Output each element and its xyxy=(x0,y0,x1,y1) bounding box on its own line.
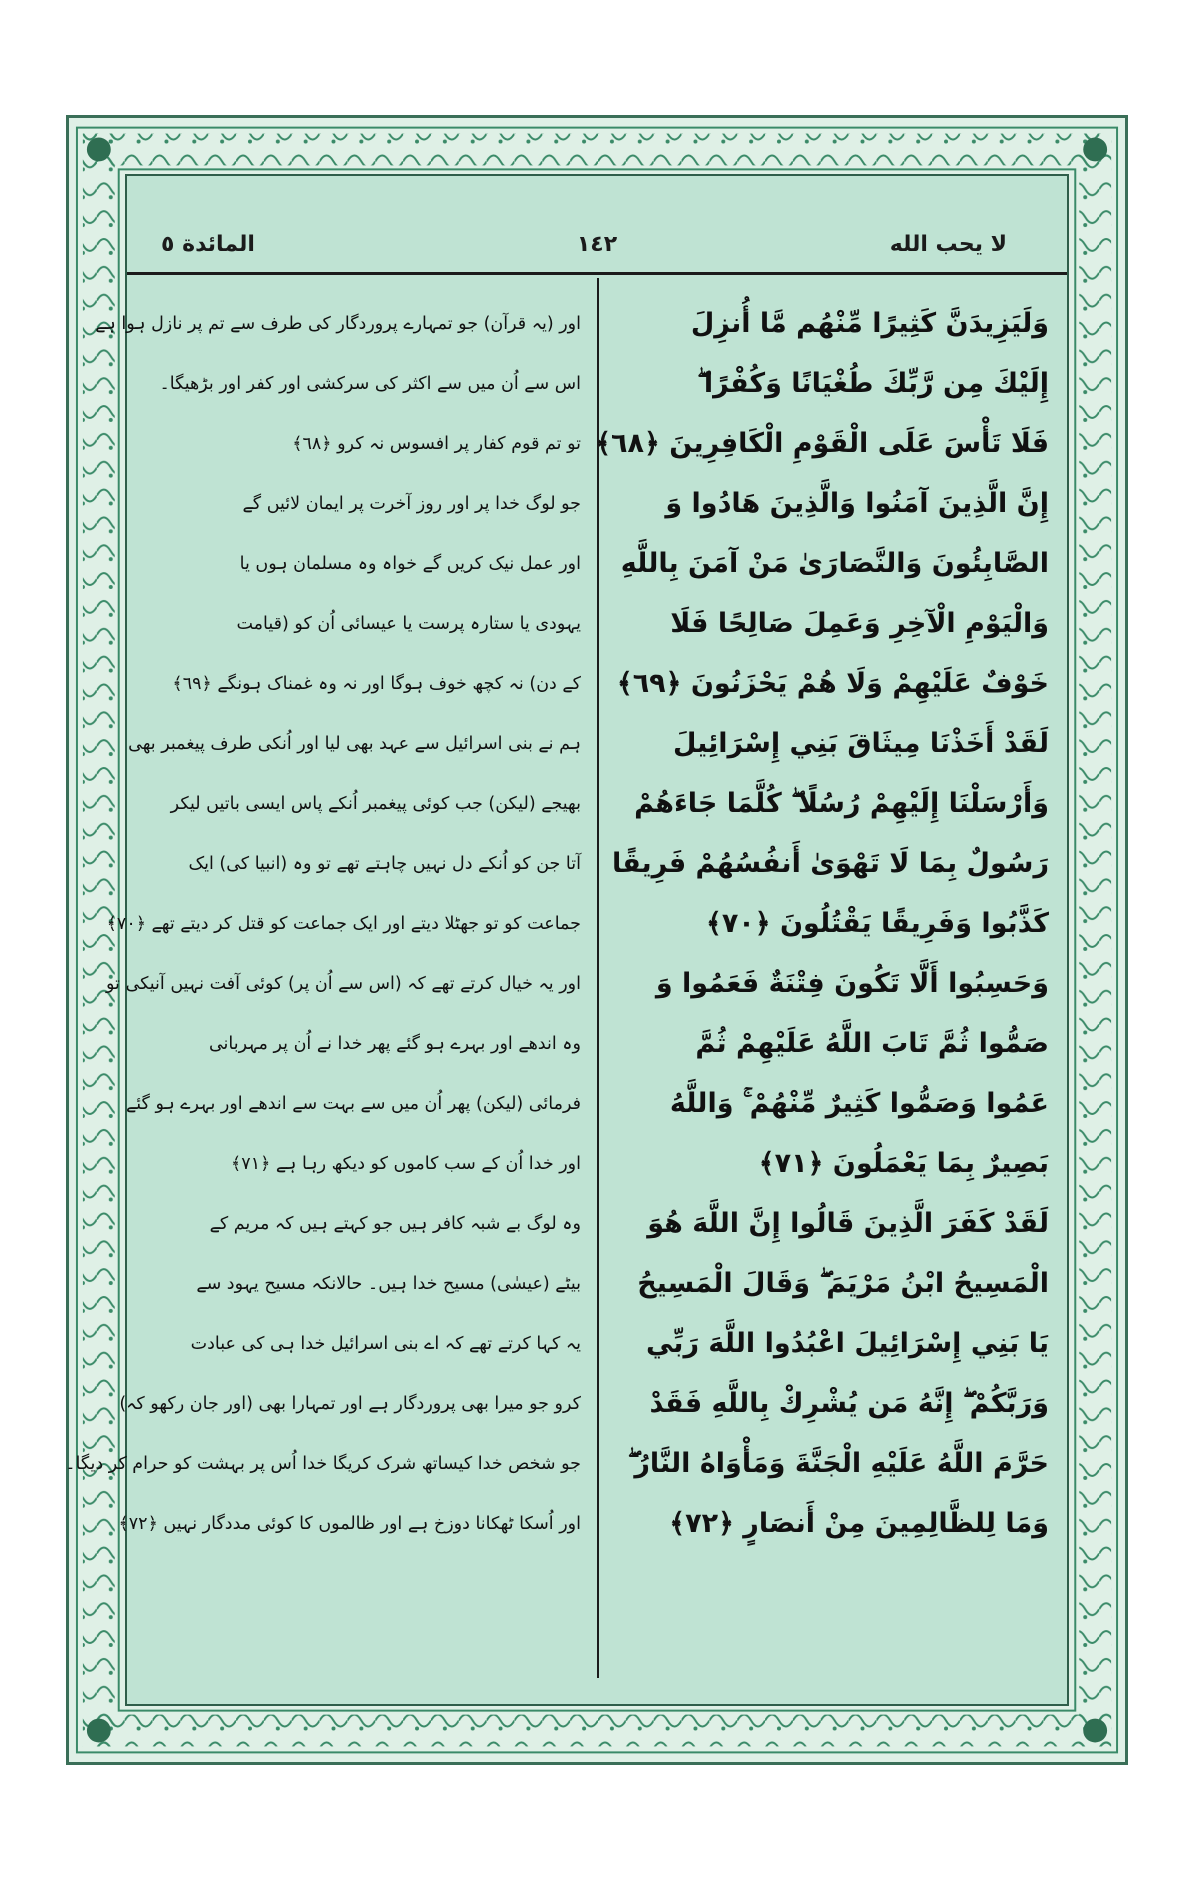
urdu-line: اور عمل نیک کریں گے خواہ وہ مسلمان ہوں یا xyxy=(239,554,581,574)
urdu-line: اور یہ خیال کرتے تھے کہ (اس سے اُن پر) کوئی آفت نہیں آنیکی تو xyxy=(106,974,581,994)
urdu-line: یہ کہا کرتے تھے کہ اے بنی اسرائیل خدا ہی کی عبادت xyxy=(190,1334,581,1354)
urdu-translation-column xyxy=(65,294,581,1554)
arabic-line: رَسُولٌ بِمَا لَا تَهْوَىٰ أَنفُسُهُمْ فَرِيقًا xyxy=(611,848,1049,879)
arabic-line: وَأَرْسَلْنَا إِلَيْهِمْ رُسُلًا ۖ كُلَّمَا جَاءَهُمْ xyxy=(634,788,1049,819)
urdu-line: جماعت کو تو جھٹلا دیتے اور ایک جماعت کو قتل کر دیتے تھے ﴿٧٠﴾ xyxy=(106,914,581,934)
arabic-line: خَوْفٌ عَلَيْهِمْ وَلَا هُمْ يَحْزَنُونَ ﴿٦٩﴾ xyxy=(616,668,1049,699)
urdu-line: بیٹے (عیسٰی) مسیح خدا ہیں۔ حالانکہ مسیح یہود سے xyxy=(196,1274,581,1294)
urdu-line: جو لوگ خدا پر اور روز آخرت پر ایمان لائیں گے xyxy=(242,494,581,514)
arabic-line: عَمُوا وَصَمُّوا كَثِيرٌ مِّنْهُمْ ۚ وَاللَّهُ xyxy=(669,1088,1049,1119)
urdu-line: اور (یہ قرآن) جو تمہارے پروردگار کی طرف سے تم پر نازل ہوا ہے xyxy=(95,314,581,334)
arabic-line: وَلَيَزِيدَنَّ كَثِيرًا مِّنْهُم مَّا أُنزِلَ xyxy=(690,308,1049,339)
arabic-line: الصَّابِئُونَ وَالنَّصَارَىٰ مَنْ آمَنَ بِاللَّهِ xyxy=(620,548,1049,579)
page-number: ١٤٢ xyxy=(576,232,618,257)
header-surah-title: المائدة ٥ xyxy=(161,232,255,257)
arabic-line: وَرَبَّكُمْ ۖ إِنَّهُ مَن يُشْرِكْ بِاللَّهِ فَقَدْ xyxy=(649,1388,1049,1419)
arabic-line: حَرَّمَ اللَّهُ عَلَيْهِ الْجَنَّةَ وَمَأْوَاهُ النَّارُ ۖ xyxy=(627,1448,1049,1479)
arabic-line: لَقَدْ كَفَرَ الَّذِينَ قَالُوا إِنَّ اللَّهَ هُوَ xyxy=(647,1208,1049,1239)
arabic-line: وَالْيَوْمِ الْآخِرِ وَعَمِلَ صَالِحًا فَلَا xyxy=(670,608,1049,639)
page-header xyxy=(127,228,1067,275)
urdu-line: فرمائی (لیکن) پھر اُن میں سے بہت سے اندھے اور بہرے ہو گئے xyxy=(126,1094,581,1114)
arabic-line: بَصِيرٌ بِمَا يَعْمَلُونَ ﴿٧١﴾ xyxy=(758,1148,1049,1179)
page-frame xyxy=(66,115,1128,1765)
arabic-line: يَا بَنِي إِسْرَائِيلَ اعْبُدُوا اللَّهَ رَبِّي xyxy=(645,1328,1049,1359)
arabic-line: إِنَّ الَّذِينَ آمَنُوا وَالَّذِينَ هَادُوا وَ xyxy=(665,488,1049,519)
urdu-line: ہم نے بنی اسرائیل سے عہد بھی لیا اور اُنکی طرف پیغمبر بھی xyxy=(128,734,581,754)
urdu-line: یہودی یا ستارہ پرست یا عیسائی اُن کو (قیامت xyxy=(236,614,581,634)
arabic-line: صَمُّوا ثُمَّ تَابَ اللَّهُ عَلَيْهِمْ ثُمَّ xyxy=(695,1028,1049,1059)
urdu-line: کرو جو میرا بھی پروردگار ہے اور تمہارا بھی (اور جان رکھو کہ) xyxy=(119,1394,581,1414)
urdu-line: بھیجے (لیکن) جب کوئی پیغمبر اُنکے پاس ایسی باتیں لیکر xyxy=(170,794,581,814)
arabic-line: فَلَا تَأْسَ عَلَى الْقَوْمِ الْكَافِرِينَ ﴿٦٨﴾ xyxy=(595,428,1049,459)
arabic-line: إِلَيْكَ مِن رَّبِّكَ طُغْيَانًا وَكُفْرًا ۖ xyxy=(697,368,1049,399)
urdu-line: آتا جن کو اُنکے دل نہیں چاہتے تھے تو وہ (انبیا کی) ایک xyxy=(188,854,581,874)
urdu-line: جو شخص خدا کیساتھ شرک کریگا خدا اُس پر بہشت کو حرام کر دیگا۔ xyxy=(65,1454,581,1474)
column-divider xyxy=(597,278,599,1678)
urdu-line: وہ لوگ بے شبہ کافر ہیں جو کہتے ہیں کہ مریم کے xyxy=(209,1214,581,1234)
arabic-line: لَقَدْ أَخَذْنَا مِيثَاقَ بَنِي إِسْرَائِيلَ xyxy=(673,728,1049,759)
arabic-line: وَحَسِبُوا أَلَّا تَكُونَ فِتْنَةٌ فَعَمُوا وَ xyxy=(655,968,1049,999)
urdu-line: اس سے اُن میں سے اکثر کی سرکشی اور کفر اور بڑھیگا۔ xyxy=(159,374,581,394)
arabic-line: الْمَسِيحُ ابْنُ مَرْيَمَ ۖ وَقَالَ الْمَسِيحُ xyxy=(637,1268,1049,1299)
urdu-line: تو تم قوم کفار پر افسوس نہ کرو ﴿٦٨﴾ xyxy=(292,434,581,454)
urdu-line: اور اُسکا ٹھکانا دوزخ ہے اور ظالموں کا کوئی مددگار نہیں ﴿٧٢﴾ xyxy=(118,1514,581,1534)
urdu-line: اور خدا اُن کے سب کاموں کو دیکھ رہا ہے ﴿٧١﴾ xyxy=(231,1154,581,1174)
arabic-line: وَمَا لِلظَّالِمِينَ مِنْ أَنصَارٍ ﴿٧٢﴾ xyxy=(669,1508,1049,1539)
text-panel xyxy=(65,174,1069,1706)
urdu-line: کے دن) نہ کچھ خوف ہوگا اور نہ وہ غمناک ہونگے ﴿٦٩﴾ xyxy=(172,674,581,694)
arabic-line: كَذَّبُوا وَفَرِيقًا يَقْتُلُونَ ﴿٧٠﴾ xyxy=(706,908,1049,939)
header-right-title: لا يحب الله xyxy=(889,232,1007,257)
arabic-column xyxy=(595,294,1049,1554)
urdu-line: وہ اندھے اور بہرے ہو گئے پھر خدا نے اُن پر مہربانی xyxy=(208,1034,581,1054)
